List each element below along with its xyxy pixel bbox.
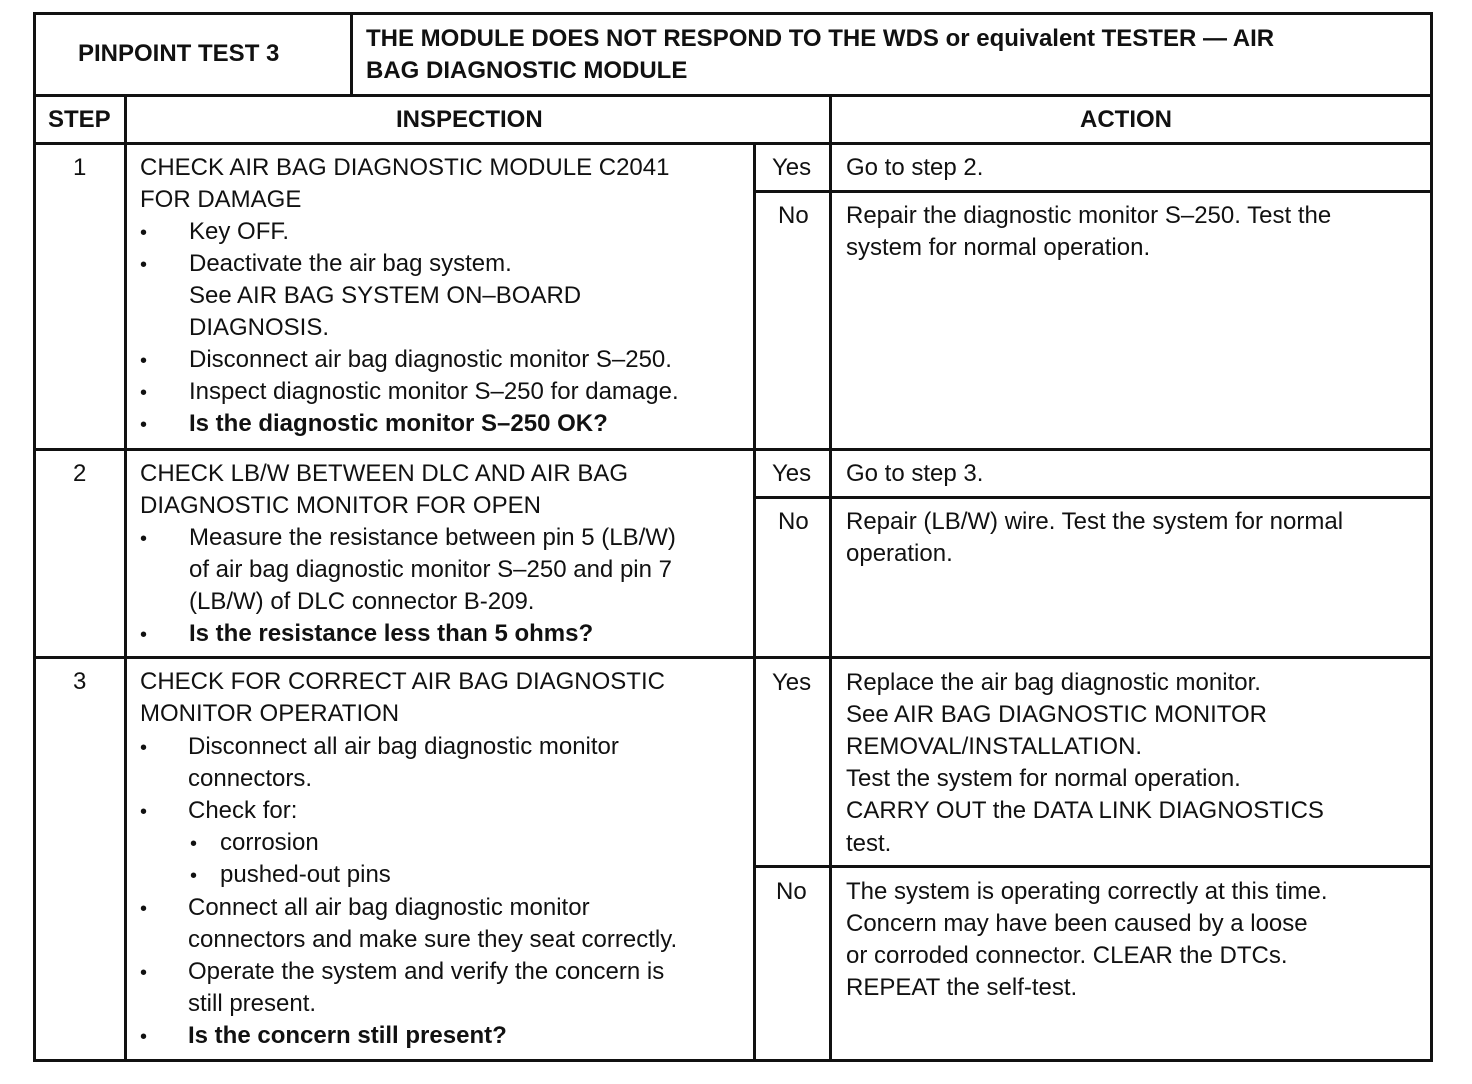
step-title-line: CHECK LB/W BETWEEN DLC AND AIR BAG: [140, 460, 629, 487]
step-number: 2: [73, 460, 87, 487]
rule-step3-yes-no: [755, 865, 1433, 868]
action-line: CARRY OUT the DATA LINK DIAGNOSTICS: [846, 797, 1324, 824]
bullet-icon: •: [140, 737, 148, 759]
inspection-item: Inspect diagnostic monitor S–250 for damage.: [189, 378, 679, 405]
inspection-item: connectors and make sure they seat correctly.: [188, 926, 678, 953]
bullet-icon: •: [140, 962, 148, 984]
action-line: or corroded connector. CLEAR the DTCs.: [846, 942, 1288, 969]
test-title-line-1: THE MODULE DOES NOT RESPOND TO THE WDS or equivalent TESTER — AIR: [366, 25, 1275, 52]
rule-step1-bottom: [33, 448, 1433, 451]
step-title-line: CHECK AIR BAG DIAGNOSTIC MODULE C2041: [140, 154, 670, 181]
inspection-item: Check for:: [188, 797, 298, 824]
answer-yes: Yes: [772, 669, 812, 696]
action-line: test.: [846, 830, 892, 857]
inspection-question: Is the diagnostic monitor S–250 OK?: [189, 410, 608, 437]
action-line: Repair the diagnostic monitor S–250. Test the: [846, 202, 1332, 229]
inspection-item: Deactivate the air bag system.: [189, 250, 512, 277]
action-line: REMOVAL/INSTALLATION.: [846, 733, 1143, 760]
bullet-icon: •: [190, 865, 198, 887]
action-line: The system is operating correctly at this time.: [846, 878, 1328, 905]
action-line: See AIR BAG DIAGNOSTIC MONITOR: [846, 701, 1267, 728]
bullet-icon: •: [140, 624, 148, 646]
answer-yes: Yes: [772, 460, 812, 487]
rule-answer-column: [753, 142, 756, 1062]
action-line: operation.: [846, 540, 953, 567]
action-line: Test the system for normal operation.: [846, 765, 1241, 792]
bullet-icon: •: [140, 528, 148, 550]
answer-no: No: [778, 508, 809, 535]
bullet-icon: •: [140, 1026, 148, 1048]
step-title-line: MONITOR OPERATION: [140, 700, 400, 727]
inspection-item: (LB/W) of DLC connector B-209.: [189, 588, 535, 615]
rule-step2-bottom: [33, 656, 1433, 659]
rule-column-header-bottom: [33, 142, 1433, 145]
inspection-item: of air bag diagnostic monitor S–250 and pin 7: [189, 556, 672, 583]
step-title-line: DIAGNOSTIC MONITOR FOR OPEN: [140, 492, 541, 519]
column-header-step: STEP: [48, 106, 111, 133]
step-title-line: CHECK FOR CORRECT AIR BAG DIAGNOSTIC: [140, 668, 665, 695]
test-title-line-2: BAG DIAGNOSTIC MODULE: [366, 57, 688, 84]
inspection-item: Operate the system and verify the concern is: [188, 958, 665, 985]
bullet-icon: •: [140, 382, 148, 404]
rule-step1-yes-no: [755, 190, 1433, 193]
inspection-item: Key OFF.: [189, 218, 290, 245]
rule-action-column: [829, 94, 832, 1062]
rule-header-bottom: [33, 94, 1433, 97]
inspection-item: connectors.: [188, 765, 313, 792]
action-line: system for normal operation.: [846, 234, 1151, 261]
step-number: 1: [73, 154, 87, 181]
rule-step2-yes-no: [755, 496, 1433, 499]
inspection-question: Is the resistance less than 5 ohms?: [189, 620, 594, 647]
inspection-item: DIAGNOSIS.: [189, 314, 330, 341]
step-title-line: FOR DAMAGE: [140, 186, 302, 213]
bullet-icon: •: [140, 350, 148, 372]
rule-header-divider: [350, 12, 353, 96]
action-line: Repair (LB/W) wire. Test the system for normal: [846, 508, 1344, 535]
bullet-icon: •: [140, 254, 148, 276]
bullet-icon: •: [140, 222, 148, 244]
inspection-item: See AIR BAG SYSTEM ON–BOARD: [189, 282, 582, 309]
bullet-icon: •: [140, 898, 148, 920]
inspection-item: still present.: [188, 990, 317, 1017]
action-line: Go to step 3.: [846, 460, 984, 487]
inspection-subitem: corrosion: [220, 829, 319, 856]
column-header-inspection: INSPECTION: [396, 106, 543, 133]
test-label: PINPOINT TEST 3: [78, 40, 280, 67]
inspection-item: Measure the resistance between pin 5 (LB/W): [189, 524, 676, 551]
column-header-action: ACTION: [1080, 106, 1172, 133]
action-line: Replace the air bag diagnostic monitor.: [846, 669, 1261, 696]
bullet-icon: •: [140, 801, 148, 823]
step-number: 3: [73, 668, 87, 695]
answer-no: No: [778, 202, 809, 229]
inspection-item: Connect all air bag diagnostic monitor: [188, 894, 590, 921]
action-line: Concern may have been caused by a loose: [846, 910, 1308, 937]
rule-step-column: [124, 94, 127, 1062]
bullet-icon: •: [190, 833, 198, 855]
bullet-icon: •: [140, 414, 148, 436]
inspection-item: Disconnect all air bag diagnostic monitor: [188, 733, 619, 760]
action-line: Go to step 2.: [846, 154, 984, 181]
answer-yes: Yes: [772, 154, 812, 181]
inspection-question: Is the concern still present?: [188, 1022, 507, 1049]
inspection-subitem: pushed-out pins: [220, 861, 391, 888]
inspection-item: Disconnect air bag diagnostic monitor S–250.: [189, 346, 672, 373]
action-line: REPEAT the self-test.: [846, 974, 1078, 1001]
answer-no: No: [776, 878, 807, 905]
